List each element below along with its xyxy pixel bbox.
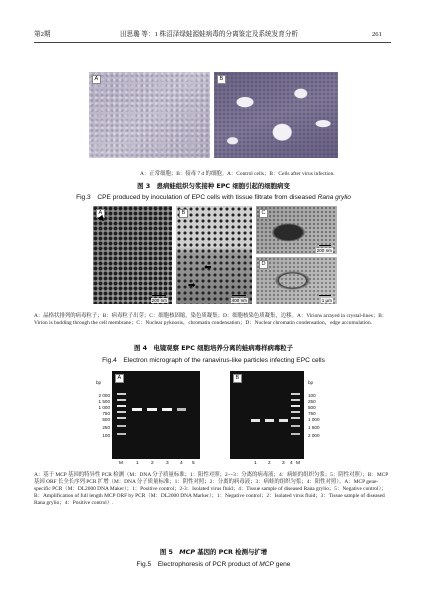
fig3-title-en (0, 191, 427, 201)
pcr-band (147, 408, 157, 411)
pcr-band (162, 408, 172, 411)
fig3-panel-a-label: A (92, 75, 101, 84)
ladder-label: 1 500 (308, 425, 320, 430)
fig4-d-scale-bar (319, 295, 331, 296)
fig4-b-scale-label: 400 nm (231, 298, 247, 303)
ladder-band (117, 417, 126, 419)
arrow-right-icon: ➡ (188, 281, 196, 291)
fig5-a-unit: bp (96, 380, 102, 385)
ladder-band (117, 393, 126, 395)
ladder-label: 750 (308, 411, 316, 416)
ladder-band (117, 405, 126, 407)
ladder-band (291, 425, 300, 427)
ladder-band (117, 399, 126, 401)
fig4-panel-b (176, 206, 252, 304)
ladder-label: 2 000 (308, 433, 320, 438)
ladder-label: 500 (308, 405, 316, 410)
lane-label: 1 (254, 461, 257, 466)
fig5-caption: A：基于 MCP 基因的特异性 PCR 检测（M：DNA 分子质量标准；1：阳性对照；2—3：分离的病毒液；4：病蛙的组织匀浆；5：阴性对照）；B：MCP 基因 ORF 长全长序列 PCR 扩增（M：DNA 分子质量标准；1：阴性对照；2：分离的病毒液；3：病蛙的组织匀浆；4：阳性对照）。A：MCP gene-specific PCR（M：DL2000 DNA Maker）；1：Positive control；2-3：Isolated virus fluid；4：Tissue sample of diseased Rana grylio；5：Negative control）；B：Amplification of full length MCP ORF by PCR（M：DL2000 DNA Marker）；1：Negative control；2：Isolated virus fluid；3：Tissue sample of diseased Rana grylio；4：Positive control）. (34, 472, 389, 506)
lane-label: 5 (192, 461, 195, 466)
fig4-panel-d-label: D (259, 260, 268, 269)
fig4-c-scale-label: 200 nm (316, 248, 332, 253)
fig5-b-lane-labels (230, 461, 304, 468)
pcr-band (132, 408, 142, 411)
fig4-panel-b-label: B (179, 209, 188, 218)
fig4-panel-d (256, 257, 337, 304)
lane-label: 4 (180, 461, 183, 466)
fig4-title-cn: 图 4 电镜观察 EPC 细胞培养分离的蛙病毒样病毒粒子 (133, 344, 294, 352)
lane-label: 3 (282, 461, 285, 466)
arrow-left-icon: ⬅ (204, 263, 212, 273)
ladder-label: 100 (102, 433, 110, 438)
ladder-label: 2 000 (98, 393, 110, 398)
ladder-label: 1 000 (308, 417, 320, 422)
fig3-caption: A：正常细胞；B：接毒 7 d 的细胞。A：Control cells；B：Cells after virus infection. (140, 171, 335, 177)
fig5-title-cn-prefix: 图 5 (159, 548, 180, 556)
lane-label: M (119, 461, 123, 466)
ladder-label: 1 500 (98, 399, 110, 404)
header-rule (34, 42, 391, 43)
fig5-b-unit: bp (308, 380, 314, 385)
fig4-panel-a-label: A (96, 209, 105, 218)
fig3-title-en-species: Rana grylio (317, 194, 351, 201)
fig5-gel-b (230, 371, 304, 459)
lane-label: 4 (290, 461, 293, 466)
fig5-title-cn (0, 547, 427, 556)
lane-label: 3 (166, 461, 169, 466)
ladder-band (117, 411, 126, 413)
ladder-label: 500 (102, 417, 110, 422)
page-number: 261 (372, 31, 382, 38)
ladder-label: 100 (308, 393, 316, 398)
fig3-title-en-text: Fig.3 CPE produced by inoculation of EPC cells with tissue filtrate from diseased (76, 194, 318, 201)
fig4-b-scale-bar (232, 295, 246, 296)
running-title: 田思璐 等：1 株沼泽绿蛙源蛙病毒的分离鉴定及系统发育分析 (120, 31, 299, 38)
fig5-title-en (0, 558, 427, 568)
fig4-title-en: Fig.4 Electron micrograph of the ranavirus-like particles infecting EPC cells (102, 357, 325, 364)
arrow-icon (98, 215, 106, 223)
ladder-band (117, 425, 126, 427)
fig5-title-cn-gene: MCP (179, 548, 196, 556)
fig5-title-en-gene: MCP (259, 561, 274, 568)
fig3-panel-b (214, 72, 338, 158)
lane-label: M (296, 461, 300, 466)
fig5-title-en-suffix: gene (273, 561, 291, 568)
issue-number: 第2期 (34, 31, 51, 38)
fig3-panel-b-label: B (217, 75, 226, 84)
fig4-c-scale-bar (319, 245, 331, 246)
pcr-band (279, 419, 288, 422)
pcr-band (251, 419, 260, 422)
lane-label: 2 (268, 461, 271, 466)
fig4-a-scale-label: 200 nm (151, 298, 167, 303)
fig3-title-cn: 图 3 患病蛙组织匀浆接种 EPC 细胞引起的细胞病变 (137, 182, 290, 190)
fig5-gel-a (112, 371, 200, 459)
ladder-label: 750 (102, 411, 110, 416)
ladder-band (291, 393, 300, 395)
lane-label: 1 (136, 461, 139, 466)
fig5-panel-b-label: B (233, 374, 242, 383)
fig4-panel-a (93, 206, 172, 304)
fig4-a-scale-bar (152, 295, 166, 296)
ladder-band (117, 433, 126, 435)
ladder-band (291, 433, 300, 435)
fig4-d-scale-label: 1 μm (321, 298, 332, 303)
fig5-title-en-prefix: Fig.5 Electrophoresis of PCR product of (136, 561, 260, 568)
fig3-panel-a (89, 72, 210, 158)
ladder-label: 250 (308, 399, 316, 404)
ladder-band (291, 399, 300, 401)
pcr-band (177, 408, 186, 411)
ladder-label: 250 (102, 425, 110, 430)
fig5-a-lane-labels (112, 461, 200, 468)
ladder-band (291, 417, 300, 419)
ladder-band (291, 405, 300, 407)
pcr-band (265, 419, 274, 422)
fig4-caption: A：晶格状排列的病毒粒子；B：病毒粒子出芽；C：细胞核固缩，染色质凝集；D：细胞核染色质凝集，边移。A：Virions arrayed in crystal-lines；B：Virion is budding through the cell membrane；C：Nuclear pyknosis，chromatin condensation；D：Nuclear chromatin condensation，edge accumulation. (34, 313, 388, 326)
fig5-title-cn-rest: 基因的 PCR 检测与扩增 (195, 548, 268, 556)
fig5-panel-a-label: A (115, 374, 124, 383)
ladder-band (291, 411, 300, 413)
ladder-label: 1 000 (98, 405, 110, 410)
lane-label: 2 (151, 461, 154, 466)
fig4-panel-c-label: C (259, 209, 268, 218)
fig4-panel-c (256, 206, 337, 254)
